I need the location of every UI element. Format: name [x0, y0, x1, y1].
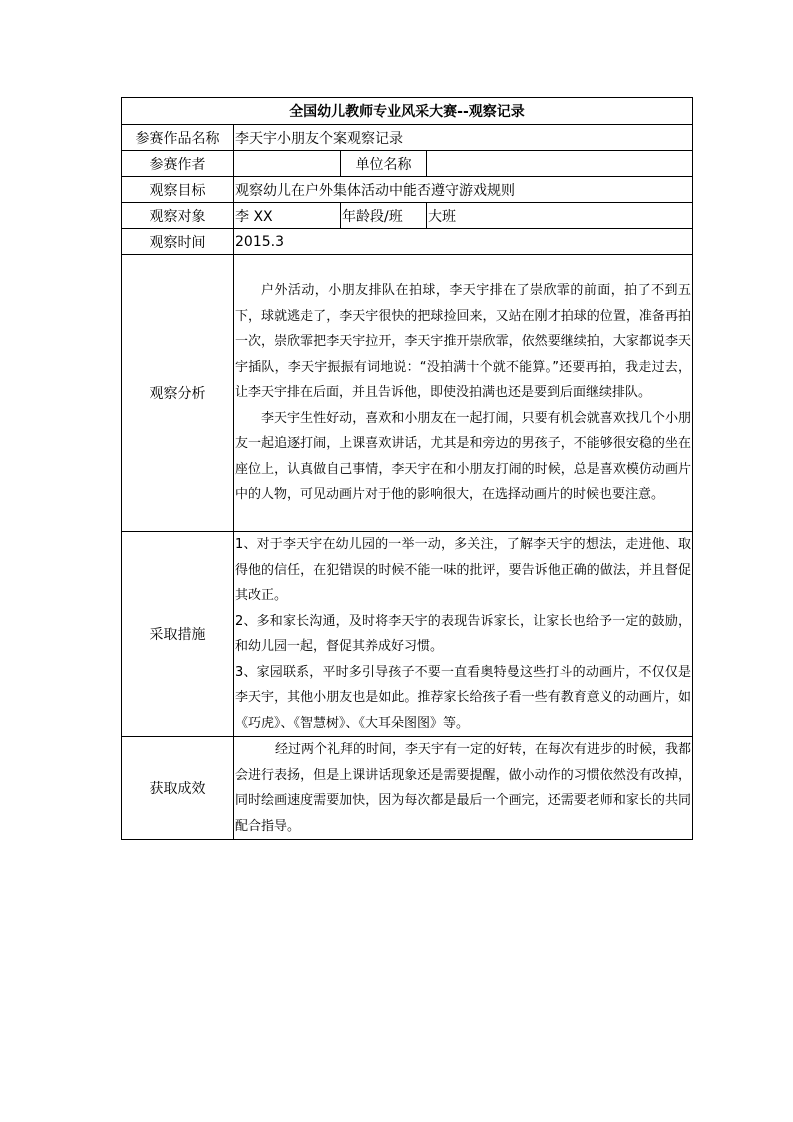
- age-value: 大班: [427, 203, 693, 229]
- measures-content: [234, 532, 693, 737]
- measures-paragraph: 1、对于李天宇在幼儿园的一举一动，多关注，了解李天宇的想法，走进他、取得他的信任，在犯错误的时候不能一味的批评，要告诉他正确的做法，并且督促其改正。: [235, 537, 691, 603]
- goal-value: 观察幼儿在户外集体活动中能否遵守游戏规则: [234, 177, 693, 203]
- analysis-label: 观察分析: [122, 255, 234, 532]
- work-name-value: 李天宇小朋友个案观察记录: [234, 125, 693, 151]
- work-name-label: 参赛作品名称: [122, 125, 234, 151]
- time-label: 观察时间: [122, 229, 234, 255]
- measures-paragraph: 2、多和家长沟通，及时将李天宇的表现告诉家长，让家长也给予一定的鼓励，和幼儿园一起，督促其养成好习惯。: [235, 613, 691, 654]
- results-paragraph: 经过两个礼拜的时间，李天宇有一定的好转，在每次有进步的时候，我都会进行表扬，但是上课讲话现象还是需要提醒，做小动作的习惯依然没有改掉，同时绘画速度需要加快，因为每次都是最后一个画完，还需要老师和家长的共同配合指导。: [235, 742, 692, 834]
- author-value: [234, 151, 341, 177]
- observation-record-table: [121, 97, 693, 840]
- measures-paragraph: 3、家园联系，平时多引导孩子不要一直看奥特曼这些打斗的动画片，不仅仅是李天宇，其他小朋友也是如此。推荐家长给孩子看一些有教育意义的动画片，如《巧虎》、《智慧树》、《大耳朵图图》等。: [235, 664, 691, 731]
- measures-label: 采取措施: [122, 532, 234, 737]
- age-label: 年龄段/班: [341, 203, 427, 229]
- analysis-paragraph: 李天宇生性好动，喜欢和小朋友在一起打闹，只要有机会就喜欢找几个小朋友一起追逐打闹，上课喜欢讲话，尤其是和旁边的男孩子，不能够很安稳的坐在座位上，认真做自己事情，李天宇在和小朋友打闹的时候，总是喜欢模仿动画片中的人物，可见动画片对于他的影响很大，在选择动画片的时候也要注意。: [235, 410, 691, 503]
- time-value: 2015.3: [234, 229, 693, 255]
- unit-value: [427, 151, 693, 177]
- subject-label: 观察对象: [122, 203, 234, 229]
- subject-value: 李 XX: [234, 203, 341, 229]
- author-label: 参赛作者: [122, 151, 234, 177]
- results-content: [234, 737, 693, 840]
- goal-label: 观察目标: [122, 177, 234, 203]
- results-label: 获取成效: [122, 737, 234, 840]
- analysis-paragraph: 户外活动，小朋友排队在拍球，李天宇排在了崇欣霏的前面，拍了不到五下，球就逃走了，李天宇很快的把球捡回来，又站在刚才拍球的位置，准备再拍一次，崇欣霏把李天宇拉开，李天宇推开崇欣霏，依然要继续拍，大家都说李天宇插队，李天宇振振有词地说：“没拍满十个就不能算。”还要再拍，我走过去，让李天宇排在后面，并且告诉他，即使没拍满也还是要到后面继续排队。: [235, 283, 691, 401]
- record-title: 全国幼儿教师专业风采大赛--观察记录: [122, 98, 693, 125]
- unit-label: 单位名称: [341, 151, 427, 177]
- analysis-content: [234, 255, 693, 532]
